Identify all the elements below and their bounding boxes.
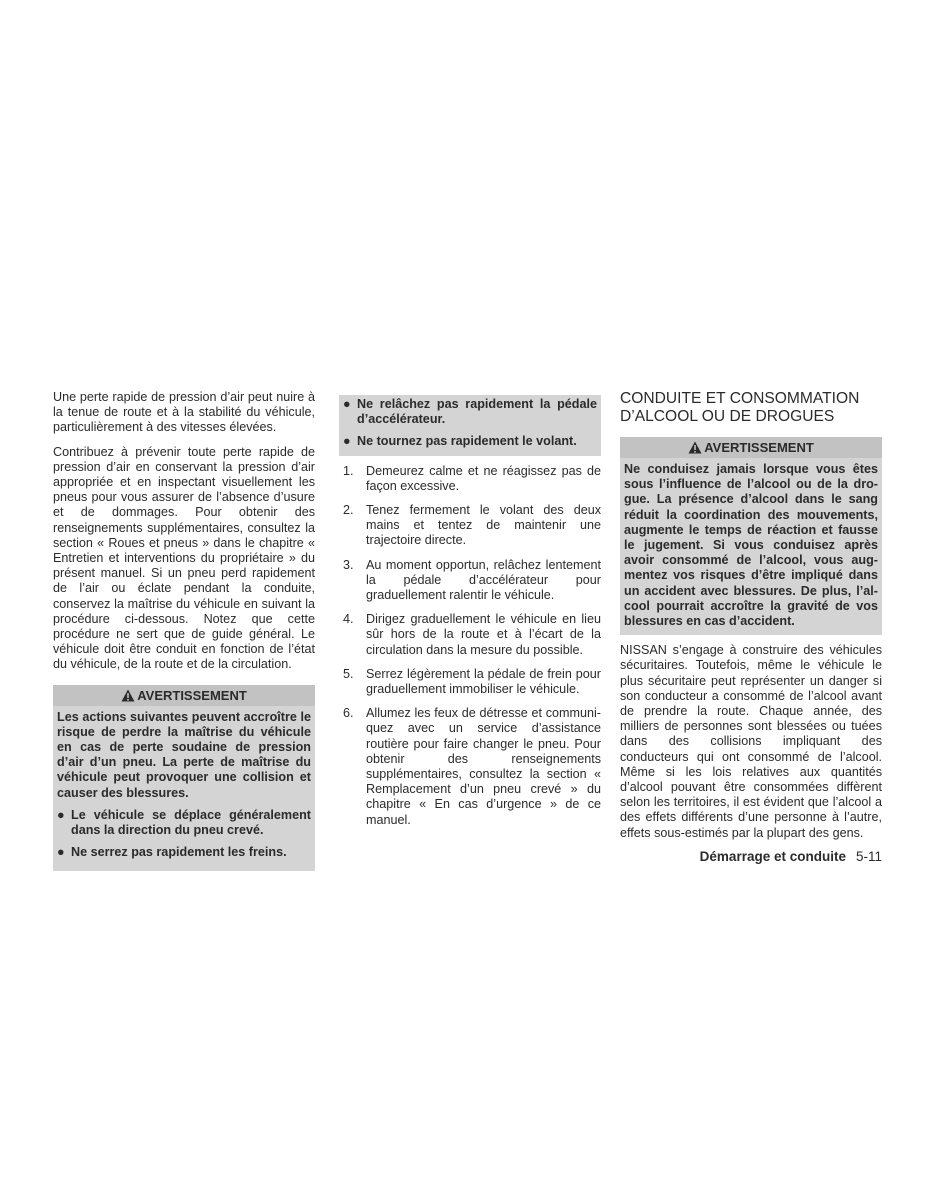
warning-triangle-icon: [688, 439, 702, 460]
warning-header: [620, 437, 882, 458]
bullet-icon: ●: [343, 397, 351, 411]
warning-bullet: [343, 434, 597, 449]
warning-text: Ne conduisez jamais lorsque vous êtes sous l’influence de l’alcool ou de la drogue. La présence d’alcool dans le sang réduit la coordination des mouvements, augmente le temps de réaction et fausse le jugement. Si vous conduisez après avoir consommé de l’alcool, vous augmentez vos risques d’être impliqué dans un accident avec blessures. De plus, l’alcool pourrait accroître la gravité de vos blessures en cas d’accident.: [624, 462, 878, 629]
warning-box-continued: [339, 395, 601, 456]
warning-header: [53, 685, 315, 706]
warning-body: [53, 710, 315, 861]
list-item: 2. Tenez fermement le volant des deux mains et tentez de maintenir une trajectoire directe.: [343, 503, 601, 548]
warning-bullet: [57, 845, 311, 860]
list-item: 4. Dirigez graduellement le véhicule en lieu sûr hors de la route et à l’écart de la circulation dans la mesure du possible.: [343, 612, 601, 657]
bullet-icon: ●: [57, 807, 65, 822]
section-heading: [620, 390, 882, 426]
warning-body: [339, 397, 601, 450]
page-number: 5-11: [855, 849, 882, 864]
paragraph-pressure-loss: Une perte rapide de pression d’air peut nuire à la tenue de route et à la stabilité du véhicule, particulièrement à des vitesses élevées.: [53, 390, 315, 435]
heading-line-2: D’ALCOOL OU DE DROGUES: [620, 408, 835, 425]
paragraph-nissan: NISSAN s’engage à construire des véhicules sécuritaires. Toutefois, même le véhicule le plus sécuritaire peut représenter un danger si son conducteur a consommé de l’alcool avant de prendre la route. Chaque année, des milliers de personnes sont blessées ou tuées dans des collisions impliquant des conducteurs qui ont consommé de l’alcool. Même si les lois relatives aux quantités d’alcool pouvant être consommées diffèrent selon les territoires, il est évident que l’alcool a des effets différents d’une personne à l’autre, effets sous-estimés par la plupart des gens.: [620, 643, 882, 840]
list-item: 3. Au moment opportun, relâchez lentement la pédale d’accélérateur pour graduellement ralentir le véhicule.: [343, 557, 601, 603]
procedure-steps: [339, 464, 601, 828]
warning-bullet: [343, 397, 597, 427]
warning-triangle-icon: [121, 687, 135, 708]
warning-body: [620, 462, 882, 629]
bullet-icon: ●: [343, 434, 351, 449]
page-footer: [620, 849, 882, 864]
list-item: 6. Allumez les feux de détresse et communiquez avec un service d’assistance routière pour faire changer le pneu. Pour obtenir des renseignements supplémentaires, consultez la section « Remplacement d’un pneu crevé » du chapitre « En cas d’urgence » de ce manuel.: [343, 706, 601, 827]
bullet-text: Ne tournez pas rapidement le volant.: [357, 434, 577, 449]
column-middle: [339, 395, 601, 837]
heading-line-1: CONDUITE ET CONSOMMATION: [620, 390, 860, 407]
column-right: [620, 390, 882, 850]
warning-box-alcohol: [620, 437, 882, 635]
warning-text: Les actions suivantes peuvent accroître le risque de perdre la maîtrise du véhicule en cas de perte soudaine de pression d’air d’un pneu. La perte de maîtrise du véhicule peut provoquer une collision et causer des blessures.: [57, 709, 311, 800]
bullet-text: Ne serrez pas rapidement les freins.: [71, 845, 287, 860]
bullet-text: Le véhicule se déplace généralement dans la direction du pneu crevé.: [71, 807, 311, 838]
list-item: 1. Demeurez calme et ne réagissez pas de façon excessive.: [343, 463, 601, 493]
bullet-text: Ne relâchez pas rapidement la pédale d’accélérateur.: [357, 397, 597, 427]
bullet-icon: ●: [57, 845, 65, 860]
warning-box-tire: [53, 685, 315, 872]
list-item: 5. Serrez légèrement la pédale de frein pour graduellement immobiliser le véhicule.: [343, 666, 601, 697]
warning-bullet: [57, 808, 311, 838]
warning-title: AVERTISSEMENT: [704, 440, 814, 455]
column-left: [53, 390, 315, 871]
footer-section-title: Démarrage et conduite: [699, 849, 846, 864]
paragraph-prevention: Contribuez à prévenir toute perte rapide de pression d’air en conservant la pression d’air appropriée et en inspectant visuellement les pneus pour vous assurer de l’absence d’usure et de dommages. Pour obtenir des renseignements supplémentaires, consultez la section « Roues et pneus » dans le chapitre « Entretien et interventions du propriétaire » du présent manuel. Si un pneu perd rapidement de l’air ou éclate pendant la conduite, conservez la maîtrise du véhicule en suivant la procédure ci-dessous. Notez que cette procédure ne sert que de guide général. Le véhicule doit être conduit en fonction de l’état du véhicule, de la route et de la circulation.: [53, 444, 315, 672]
warning-title: AVERTISSEMENT: [137, 687, 247, 703]
